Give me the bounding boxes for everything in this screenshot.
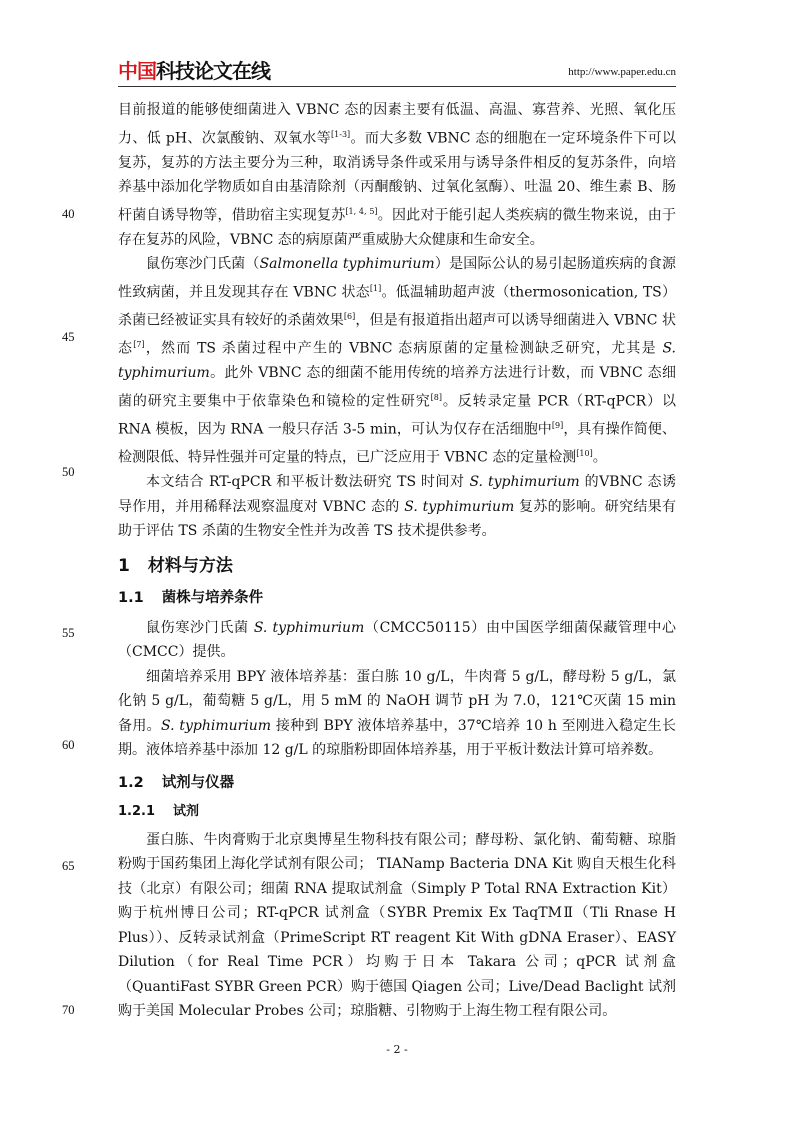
line-number: 55: [62, 626, 75, 640]
section-heading-1-1: 1.1 菌株与培养条件: [118, 589, 264, 606]
line-number: 60: [62, 738, 75, 752]
section-heading-1: 1 材料与方法: [118, 555, 233, 576]
line-number: 45: [62, 330, 75, 344]
citation[interactable]: [6]: [343, 311, 356, 321]
site-logo[interactable]: [118, 58, 270, 84]
citation[interactable]: [1, 4, 5]: [345, 206, 378, 216]
line-number: 70: [62, 1003, 75, 1017]
section-heading-1-2: 1.2 试剂与仪器: [118, 774, 235, 791]
header-url[interactable]: http://www.paper.edu.cn: [568, 66, 676, 78]
line-number: 50: [62, 465, 75, 479]
citation[interactable]: [9]: [551, 420, 564, 430]
logo-red-text: 中国: [118, 59, 156, 83]
paragraph-salmonella: 鼠伤寒沙门氏菌（Salmonella typhimurium）是国际公认的易引起肠道疾病的食源性致病菌，并且发现其存在 VBNC 状态[1]。低温辅助超声波（thermosonication, TS） 杀菌已经被证实具有较好的杀菌效果[6]，但是有报道指出超声可以诱导细菌进入 VBNC 状态[7]，然而 TS 杀菌过程中产生的 VBNC 态病原菌的定量检测缺乏研究，尤其是 S. typhimurium。此外 VBNC 态的细菌不能用传统的培养方法进行计数，而 VBNC 态细菌的研究主要集中于依靠染色和镜检的定性研究[8]。反转录定量 PCR（RT-qPCR）以 RNA 模板，因为 RNA 一般只存活 3-5 min，可认为仅存在活细胞中[9]，具有操作简便、检测限低、特异性强并可定量的特点，已广泛应用于 VBNC 态的定量检测[10]。: [118, 256, 677, 466]
paragraph-reagents: 蛋白胨、牛肉膏购于北京奥博星生物科技有限公司；酵母粉、氯化钠、葡萄糖、琼脂粉购于国药集团上海化学试剂有限公司； TIANamp Bacteria DNA Kit 购自天根生化科技（北京）有限公司；细菌 RNA 提取试剂盒（Simply P Total RNA Extraction Kit）购于杭州博日公司；RT-qPCR 试剂盒（SYBR Premix Ex TaqTMⅡ（Tli Rnase H Plus））、反转录试剂盒（PrimeScript RT reagent Kit With gDNA Eraser）、EASY Dilution（for Real Time PCR）均购于日本 Takara 公司；qPCR 试剂盒（QuantiFast SYBR Green PCR）购于德国 Qiagen 公司；Live/Dead Baclight 试剂购于美国 Molecular Probes 公司；琼脂糖、引物购于上海生物工程有限公司。: [118, 831, 676, 1020]
paragraph-strain: 鼠伤寒沙门氏菌 S. typhimurium（CMCC50115）由中国医学细菌保藏管理中心（CMCC）提供。: [118, 619, 676, 661]
citation[interactable]: [1-3]: [331, 129, 351, 139]
citation[interactable]: [10]: [576, 449, 593, 459]
paragraph-objective: 本文结合 RT-qPCR 和平板计数法研究 TS 时间对 S. typhimurium 的VBNC 态诱导作用，并用稀释法观察温度对 VBNC 态的 S. typhimurium 复苏的影响。研究结果有助于评估 TS 杀菌的生物安全性并为改善 TS 技术提供参考。: [118, 474, 676, 540]
paper-body: [118, 98, 676, 1024]
line-number: 40: [62, 207, 75, 221]
paragraph-vbnc-factors: 目前报道的能够使细菌进入 VBNC 态的因素主要有低温、高温、寡营养、光照、氧化压力、低 pH、次氯酸钠、双氧水等[1-3]。而大多数 VBNC 态的细胞在一定环境条件下可以复苏，复苏的方法主要分为三种，取消诱导条件或采用与诱导条件相反的复苏条件，向培养基中添加化学物质如自由基清除剂（丙酮酸钠、过氧化氢酶）、吐温 20、维生素 B、肠杆菌自诱导物等，借助宿主实现复苏[1, 4, 5]。因此对于能引起人类疾病的微生物来说，由于存在复苏的风险，VBNC 态的病原菌严重威胁大众健康和生命安全。: [118, 102, 677, 248]
section-heading-1-2-1: 1.2.1 试剂: [118, 803, 200, 819]
page-number: - 2 -: [386, 1043, 408, 1056]
header-rule: [118, 86, 676, 87]
logo-black-text: 科技论文在线: [156, 59, 270, 83]
line-number: 65: [62, 859, 75, 873]
paragraph-culture: 细菌培养采用 BPY 液体培养基：蛋白胨 10 g/L，牛肉膏 5 g/L，酵母粉 5 g/L，氯化钠 5 g/L，葡萄糖 5 g/L，用 5 mM 的 NaOH 调节 pH 为 7.0，121℃灭菌 15 min 备用。S. typhimurium 接种到 BPY 液体培养基中，37℃培养 10 h 至刚进入稳定生长期。液体培养基中添加 12 g/L 的琼脂粉即固体培养基，用于平板计数法计算可培养数。: [118, 668, 676, 759]
citation[interactable]: [8]: [430, 392, 443, 402]
citation[interactable]: [7]: [133, 340, 145, 350]
citation[interactable]: [1]: [369, 283, 382, 293]
page-header: [118, 58, 676, 84]
